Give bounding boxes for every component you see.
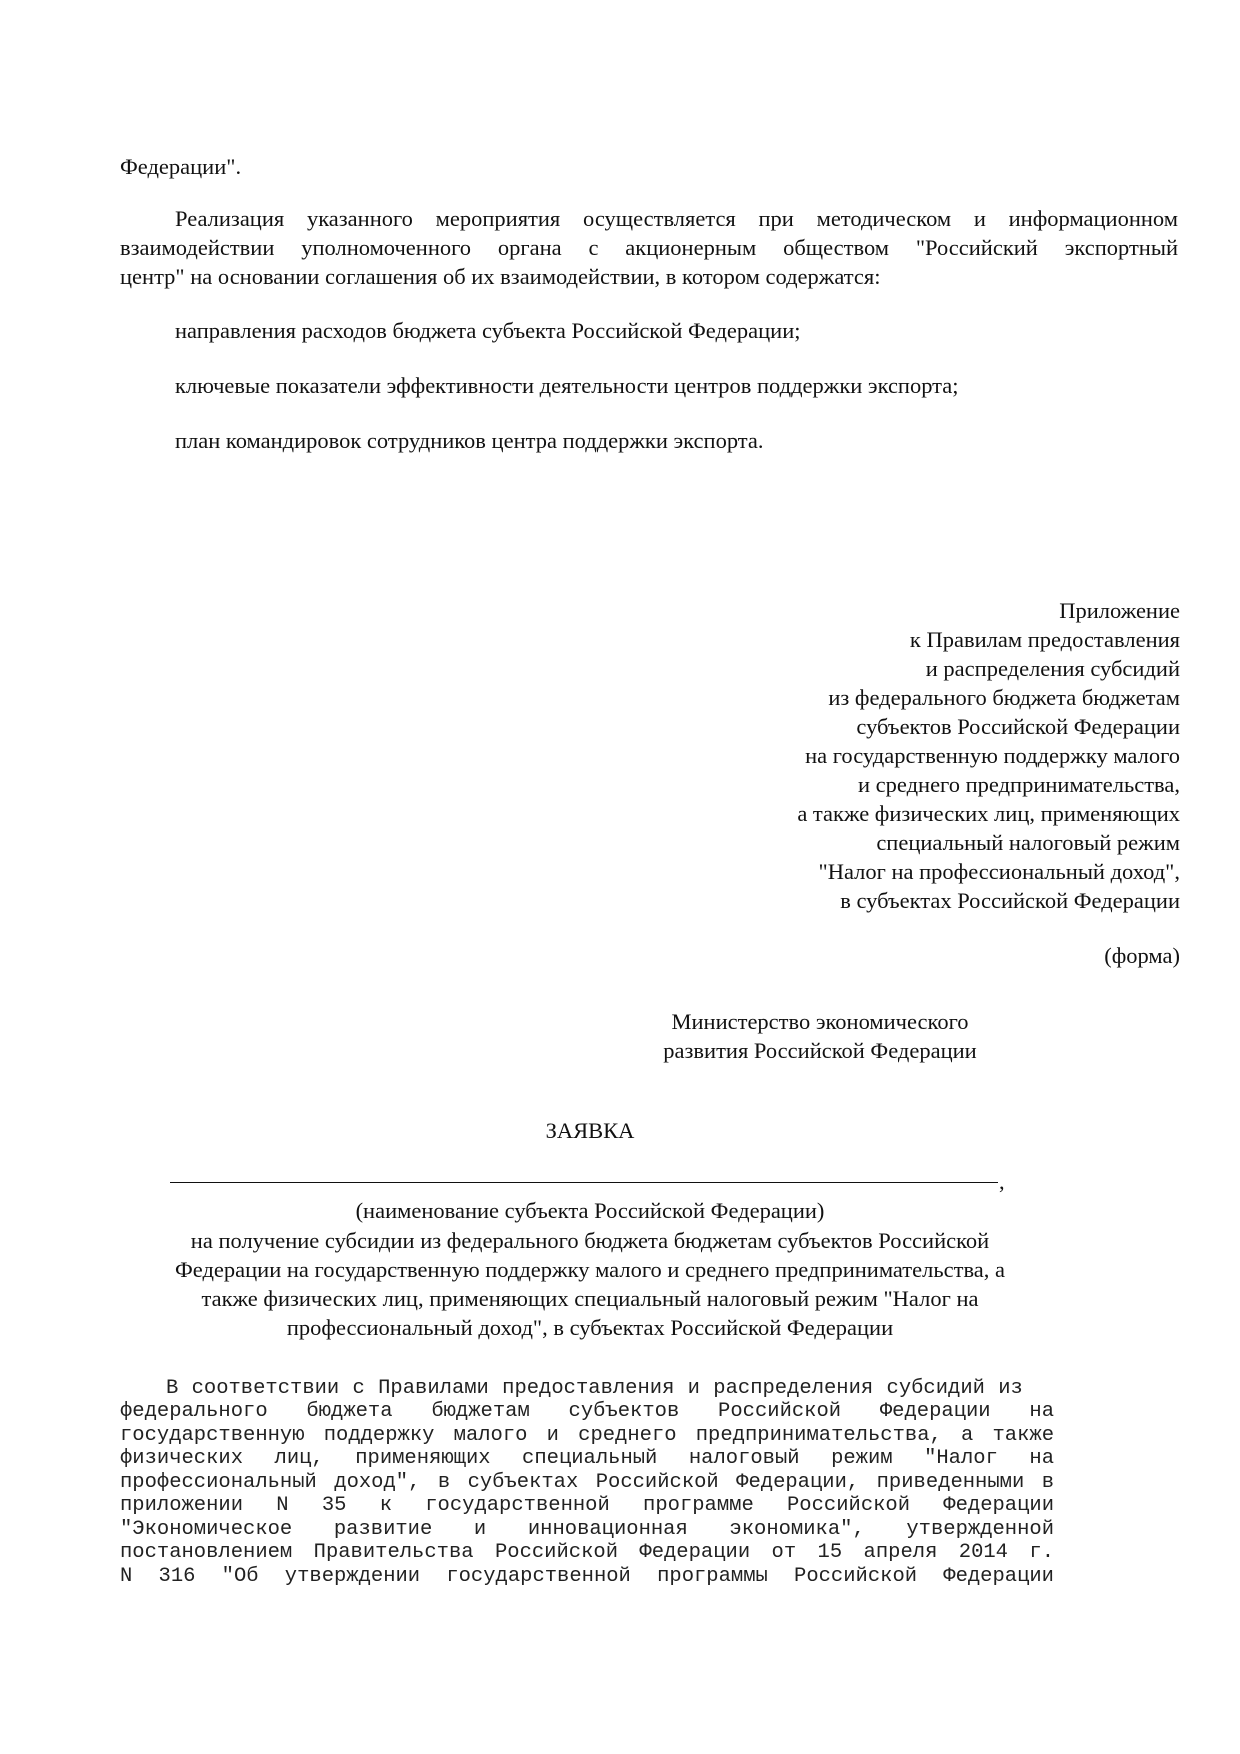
body-line: постановлением Правительства Российской Федерации от 15 апреля 2014 г. <box>120 1541 1054 1564</box>
appendix-line: и распределения субсидий <box>925 656 1180 681</box>
list-item: направления расходов бюджета субъекта Российской Федерации; <box>175 318 801 343</box>
appendix-line: Приложение <box>1059 598 1180 623</box>
body-line: государственную поддержку малого и среднего предпринимательства, а также <box>120 1424 1054 1447</box>
body-line: В соответствии с Правилами предоставления и распределения субсидий из <box>166 1377 1023 1400</box>
subtitle-line: также физических лиц, применяющих специальный налоговый режим "Налог на <box>201 1286 979 1311</box>
appendix-line: в субъектах Российской Федерации <box>840 888 1180 913</box>
appendix-line: к Правилам предоставления <box>909 627 1180 652</box>
body-line: профессиональный доход", в субъектах Российской Федерации, приведенными в <box>120 1471 1054 1494</box>
body-line: физических лиц, применяющих специальный налоговый режим "Налог на <box>120 1447 1054 1470</box>
subtitle-line: профессиональный доход", в субъектах Российской Федерации <box>286 1315 894 1340</box>
list-item: ключевые показатели эффективности деятельности центров поддержки экспорта; <box>175 373 959 398</box>
appendix-line: и среднего предпринимательства, <box>857 772 1180 797</box>
paragraph-line: взаимодействии уполномоченного органа с акционерным обществом "Российский экспортный <box>120 235 1178 260</box>
body-line: федерального бюджета бюджетам субъектов Российской Федерации на <box>120 1400 1054 1423</box>
paragraph-line: центр" на основании соглашения об их взаимодействии, в котором содержатся: <box>120 264 881 289</box>
addressee <box>620 1007 1020 1065</box>
appendix-heading <box>797 596 1180 915</box>
subtitle-line: Федерации на государственную поддержку малого и среднего предпринимательства, а <box>174 1257 1005 1282</box>
blank-caption: (наименование субъекта Российской Федерации) <box>355 1198 825 1223</box>
appendix-line: на государственную поддержку малого <box>805 743 1180 768</box>
form-label: (форма) <box>1104 943 1180 968</box>
continuation-text: Федерации". <box>120 154 242 179</box>
list-item: план командировок сотрудников центра поддержки экспорта. <box>175 428 764 453</box>
blank-comma: , <box>999 1169 1005 1194</box>
body-line: приложении N 35 к государственной программе Российской Федерации <box>120 1494 1054 1517</box>
body-line: "Экономическое развитие и инновационная экономика", утвержденной <box>120 1518 1054 1541</box>
appendix-line: "Налог на профессиональный доход", <box>818 859 1180 884</box>
appendix-line: а также физических лиц, применяющих <box>797 801 1180 826</box>
application-title: ЗАЯВКА <box>545 1118 635 1143</box>
body-line: N 316 "Об утверждении государственной программы Российской Федерации <box>120 1565 1054 1588</box>
addressee-line: развития Российской Федерации <box>663 1038 977 1063</box>
subtitle-line: на получение субсидии из федерального бюджета бюджетам субъектов Российской <box>190 1228 990 1253</box>
appendix-line: из федерального бюджета бюджетам <box>828 685 1180 710</box>
appendix-line: специальный налоговый режим <box>876 830 1180 855</box>
addressee-line: Министерство экономического <box>671 1009 969 1034</box>
subject-name-blank <box>170 1182 998 1183</box>
appendix-line: субъектов Российской Федерации <box>856 714 1180 739</box>
paragraph-line: Реализация указанного мероприятия осуществляется при методическом и информационном <box>175 206 1178 231</box>
